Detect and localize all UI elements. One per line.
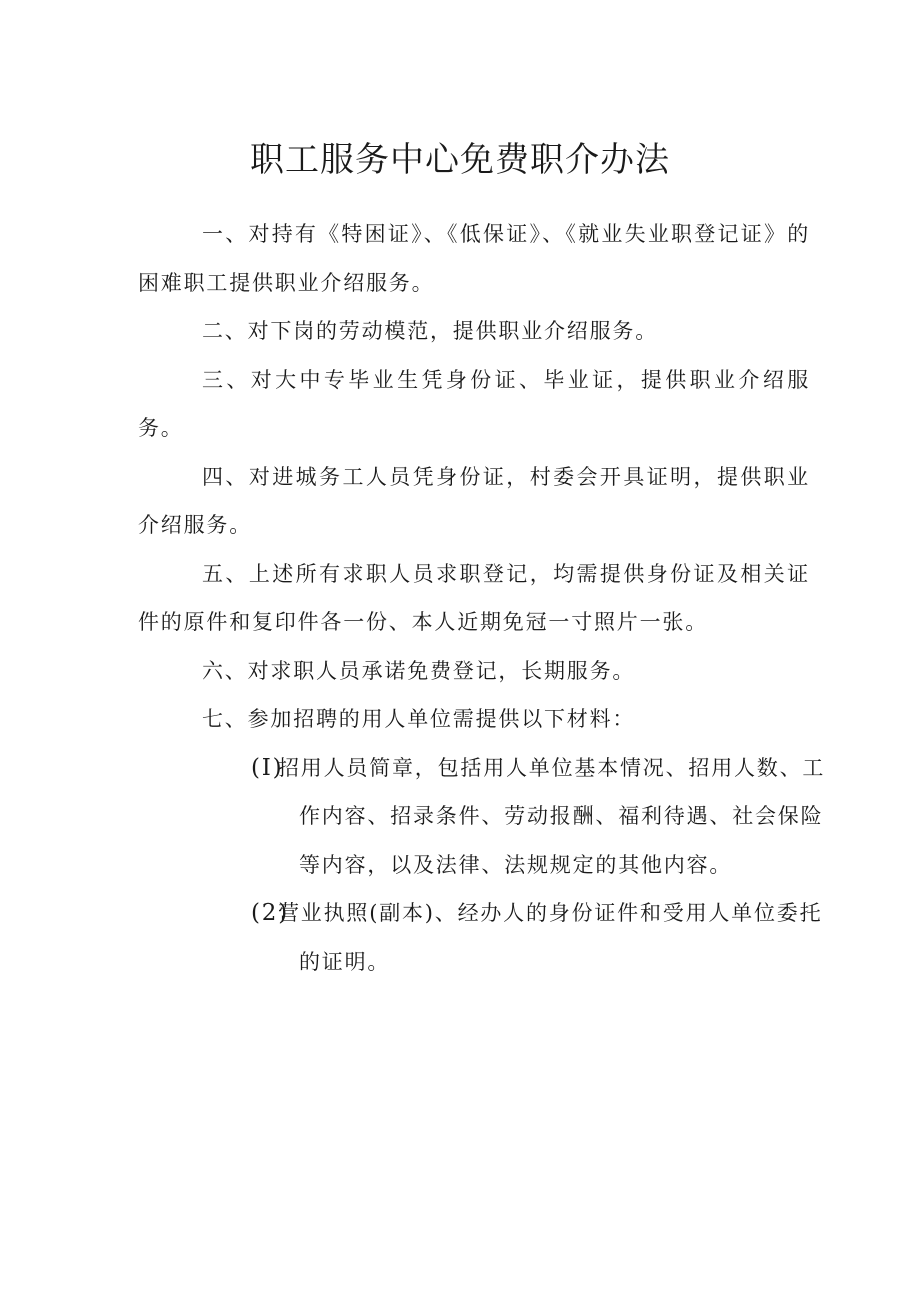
paragraph-5: 五、上述所有求职人员求职登记，均需提供身份证及相关证件的原件和复印件各一份、本人近期免冠一寸照片一张。 bbox=[138, 561, 810, 634]
materials-item-1 bbox=[251, 744, 839, 890]
document-body bbox=[138, 210, 826, 986]
paragraph-4: 四、对进城务工人员凭身份证，村委会开具证明，提供职业介绍服务。 bbox=[138, 464, 810, 537]
paragraph-3: 三、对大中专毕业生凭身份证、毕业证，提供职业介绍服务。 bbox=[138, 367, 810, 440]
materials-item-2-marker: (2) bbox=[251, 900, 289, 926]
paragraph-2: 二、对下岗的劳动模范，提供职业介绍服务。 bbox=[202, 319, 658, 343]
materials-item-2-text: 营业执照(副本)、经办人的身份证件和受用人单位委托的证明。 bbox=[278, 901, 823, 974]
materials-item-1-marker: (I) bbox=[251, 754, 284, 781]
document-title: 职工服务中心免费职介办法 bbox=[250, 139, 670, 180]
paragraph-6: 六、对求职人员承诺免费登记，长期服务。 bbox=[202, 658, 636, 683]
paragraph-7: 七、参加招聘的用人单位需提供以下材料： bbox=[202, 707, 636, 731]
materials-list bbox=[138, 744, 826, 987]
materials-item-2 bbox=[251, 889, 839, 986]
materials-item-1-text: 招用人员简章，包括用人单位基本情况、招用人数、工作内容、招录条件、劳动报酬、福利待遇、社会保险等内容，以及法律、法规规定的其他内容。 bbox=[278, 755, 826, 877]
paragraph-1: 一、对持有《特困证》、《低保证》、《就业失业职登记证》的困难职工提供职业介绍服务。 bbox=[138, 222, 810, 295]
